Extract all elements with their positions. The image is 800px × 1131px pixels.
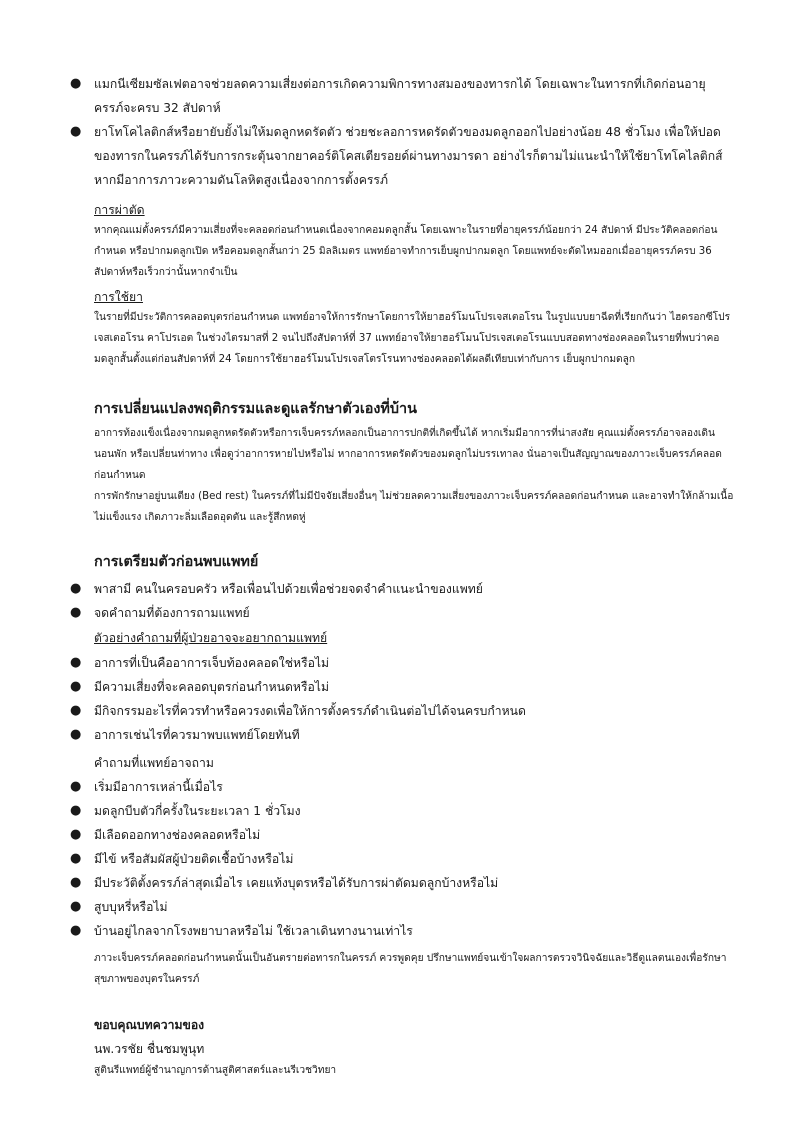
credits-thanks: ขอบคุณบทความของ [94,1018,205,1032]
treatment-bullet-list [70,72,734,192]
bullet-icon: ● [70,851,82,866]
home-care-para-2: การพักรักษาอยู่บนเตียง (Bed rest) ในครรภ์ที่ไม่มีปัจจัยเสี่ยงอื่นๆ ไม่ช่วยลดความเสี่ยงของภาวะเจ็บครรภ์คลอดก่อนกำหนด และอาจทำให้กล้ามเนื้อไม่แข็งแรง เกิดภาวะลิ่มเลือดอุดตัน และรู้สึกหดหู่ [94,491,734,523]
bullet-icon: ● [70,727,82,742]
bullet-icon: ● [70,76,82,91]
closing-text: ภาวะเจ็บครรภ์คลอดก่อนกำหนดนั้นเป็นอันตรายต่อทารกในครรภ์ ควรพูดคุย ปรึกษาแพทย์จนเข้าใจผลการตรวจวินิจฉัยและวิธีดูแลตนเองเพื่อรักษาสุขภาพของบุตรในครรภ์ [94,953,727,985]
bullet-icon: ● [70,803,82,818]
credits-doctor-name: นพ.วรชัย ชื่นชมพูนุท [94,1042,205,1056]
list-item: ● มีกิจกรรมอะไรที่ควรทำหรือควรงดเพื่อให้การตั้งครรภ์ดำเนินต่อไปได้จนครบกำหนด [94,699,734,723]
medication-heading: การใช้ยา [94,290,143,304]
doctor-questions-label: คำถามที่แพทย์อาจถาม [94,756,214,770]
list-item: ● มีความเสี่ยงที่จะคลอดบุตรก่อนกำหนดหรือไม่ [94,675,734,699]
list-item: ● อาการเช่นไรที่ควรมาพบแพทย์โดยทันที [94,723,734,747]
medication-text: ในรายที่มีประวัติการคลอดบุตรก่อนกำหนด แพทย์อาจให้การรักษาโดยการให้ยาฮอร์โมนโปรเจสเตอโรน ในรูปแบบยาฉีดที่เรียกกันว่า ไฮดรอกซีโปรเจสเตอโรน คาโปรเอต ในช่วงไตรมาสที่ 2 จนไปถึงสัปดาห์ที่ 37 แพทย์อาจให้ยาฮอร์โมนโปรเจสเตอโรนแบบสอดทางช่องคลอดในรายที่พบว่าคอมดลูกสั้นตั้งแต่ก่อนสัปดาห์ที่ 24 โดยการใช้ยาฮอร์โมนโปรเจสโตรโรนทางช่องคลอดได้ผลดีเทียบเท่ากับการ เย็บผูกปากมดลูก [94,312,731,365]
surgery-heading: การผ่าตัด [94,203,145,217]
bullet-icon: ● [70,875,82,890]
prep-bullet-list-b [70,651,734,747]
list-item: ● มีเลือดออกทางช่องคลอดหรือไม่ [94,823,734,847]
list-item: ● อาการที่เป็นคืออาการเจ็บท้องคลอดใช่หรือไม่ [94,651,734,675]
bullet-icon: ● [70,703,82,718]
prep-bullet-list-c [70,775,734,943]
prep-bullet-list-a [70,577,734,625]
list-item: ● มดลูกบีบตัวกี่ครั้งในระยะเวลา 1 ชั่วโมง [94,799,734,823]
prep-heading: การเตรียมตัวก่อนพบแพทย์ [94,554,259,570]
bullet-icon: ● [70,923,82,938]
list-item: ● จดคำถามที่ต้องการถามแพทย์ [94,601,734,625]
list-item: ● พาสามี คนในครอบครัว หรือเพื่อนไปด้วยเพื่อช่วยจดจำคำแนะนำของแพทย์ [94,577,734,601]
bullet-icon: ● [70,779,82,794]
list-item: ● แมกนีเซียมซัลเฟตอาจช่วยลดความเสี่ยงต่อการเกิดความพิการทางสมองของทารกได้ โดยเฉพาะในทารกที่เกิดก่อนอายุครรภ์จะครบ 32 สัปดาห์ [94,72,734,120]
surgery-text: หากคุณแม่ตั้งครรภ์มีความเสี่ยงที่จะคลอดก่อนกำหนดเนื่องจากคอมดลูกสั้น โดยเฉพาะในรายที่อายุครรภ์น้อยกว่า 24 สัปดาห์ มีประวัติคลอดก่อนกำหนด หรือปากมดลูกเปิด หรือคอมดลูกสั้นกว่า 25 มิลลิเมตร แพทย์อาจทำการเย็บผูกปากมดลูก โดยแพทย์จะตัดไหมออกเมื่ออายุครรภ์ครบ 36 สัปดาห์หรือเร็วกว่านั้นหากจำเป็น [94,225,718,278]
bullet-icon: ● [70,827,82,842]
list-item: ● สูบบุหรี่หรือไม่ [94,895,734,919]
bullet-icon: ● [70,899,82,914]
list-item: ● บ้านอยู่ไกลจากโรงพยาบาลหรือไม่ ใช้เวลาเดินทางนานเท่าไร [94,919,734,943]
list-item: ● มีประวัติตั้งครรภ์ล่าสุดเมื่อไร เคยแท้งบุตรหรือได้รับการผ่าตัดมดลูกบ้างหรือไม่ [94,871,734,895]
bullet-icon: ● [70,655,82,670]
list-item: ● มีไข้ หรือสัมผัสผู้ป่วยติดเชื้อบ้างหรือไม่ [94,847,734,871]
bullet-icon: ● [70,605,82,620]
bullet-icon: ● [70,679,82,694]
sample-questions-label: ตัวอย่างคำถามที่ผู้ป่วยอาจจะอยากถามแพทย์ [94,631,328,645]
list-item: ● เริ่มมีอาการเหล่านี้เมื่อไร [94,775,734,799]
credits-doctor-title: สูตินรีแพทย์ผู้ชำนาญการด้านสูติศาสตร์และนรีเวชวิทยา [94,1065,337,1076]
home-care-para-1: อาการท้องแข็งเนื่องจากมดลูกหดรัดตัวหรือการเจ็บครรภ์หลอกเป็นอาการปกติที่เกิดขึ้นได้ หากเริ่มมีอาการที่น่าสงสัย คุณแม่ตั้งครรภ์อาจลองเดินนอนพัก หรือเปลี่ยนท่าทาง เพื่อดูว่าอาการหายไปหรือไม่ หากอาการหดรัดตัวของมดลูกไม่บรรเทาลง นั่นอาจเป็นสัญญาณของภาวะเจ็บครรภ์คลอดก่อนกำหนด [94,428,722,481]
home-care-heading: การเปลี่ยนแปลงพฤติกรรมและดูแลรักษาตัวเองที่บ้าน [94,401,417,417]
list-item: ● ยาโทโคไลติกส์หรือยายับยั้งไม่ให้มดลูกหดรัดตัว ช่วยชะลอการหดรัดตัวของมดลูกออกไปอย่างน้อย 48 ชั่วโมง เพื่อให้ปอดของทารกในครรภ์ได้รับการกระตุ้นจากยาคอร์ติโคสเตียรอยด์ผ่านทางมารดา อย่างไรก็ตามไม่แนะนำให้ใช้ยาโทโคไลติกส์หากมีอาการภาวะความดันโลหิตสูงเนื่องจากการตั้งครรภ์ [94,120,734,192]
bullet-icon: ● [70,581,82,596]
bullet-icon: ● [70,124,82,139]
